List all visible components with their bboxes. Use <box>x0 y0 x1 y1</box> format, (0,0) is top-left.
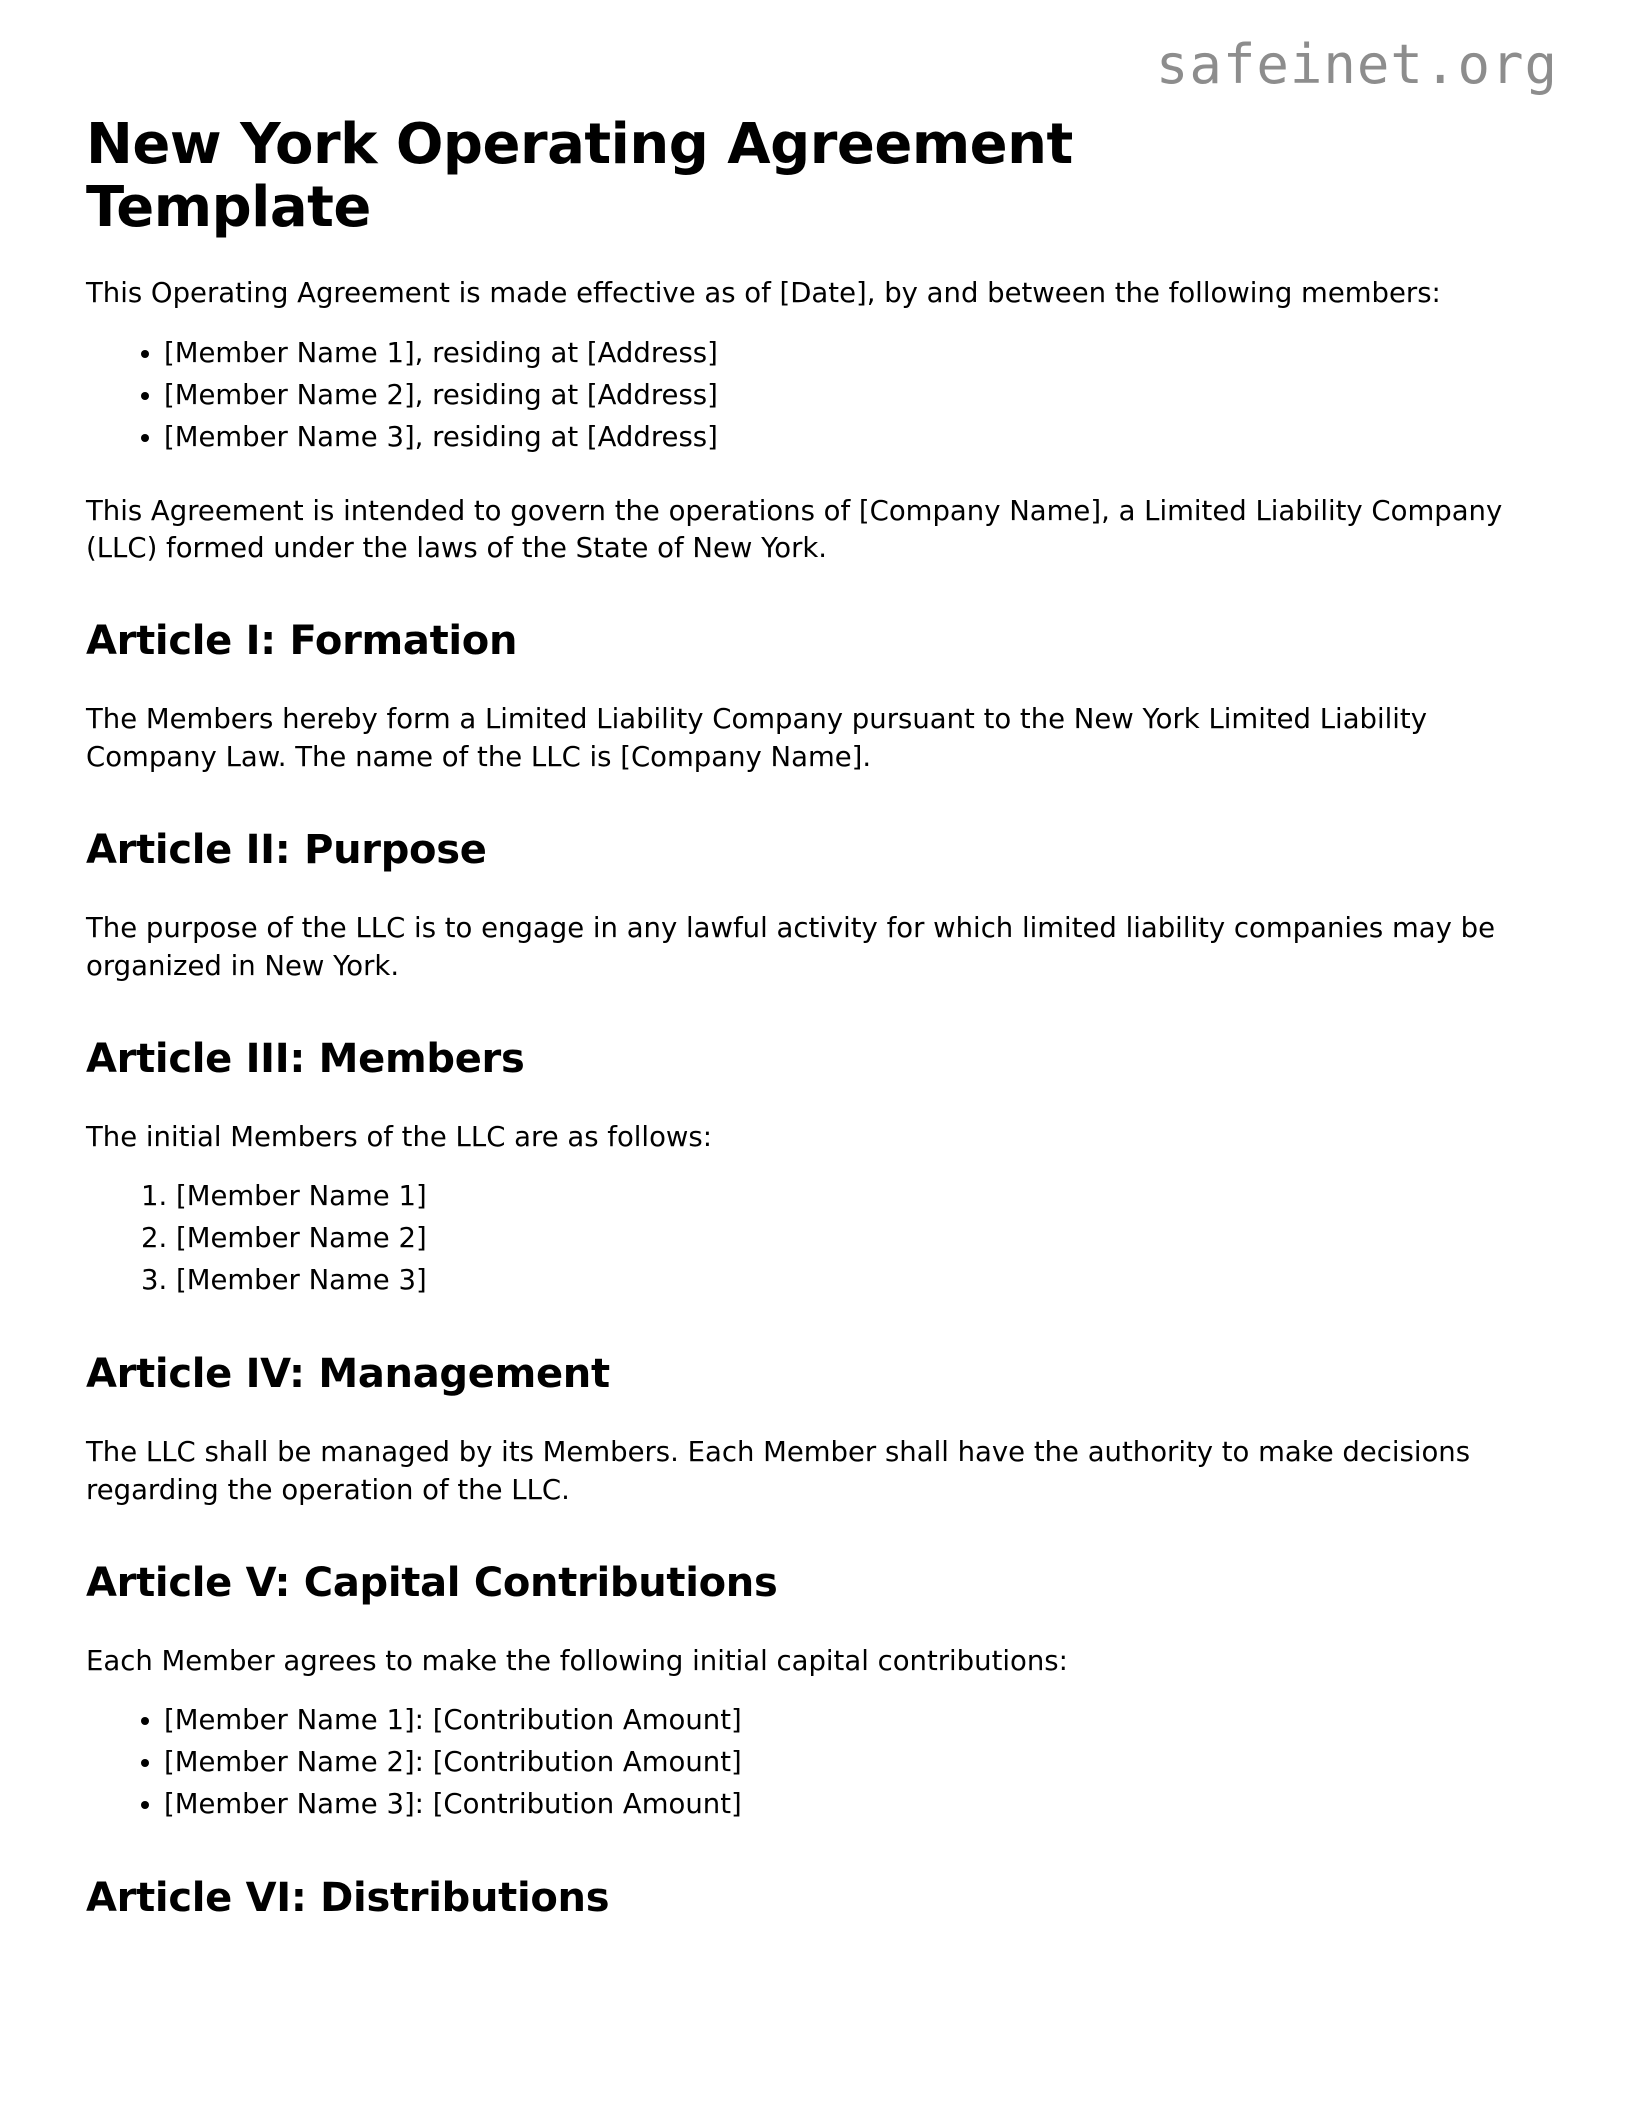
page-title: New York Operating Agreement Template <box>86 112 1073 240</box>
bottom-spacer <box>86 1922 1558 1932</box>
article-body-management: The LLC shall be managed by its Members. Each Member shall have the authority to make decisions regarding the operation of the LLC. <box>86 1436 1471 1506</box>
article-body-capital-contributions: Each Member agrees to make the following initial capital contributions: <box>86 1644 1068 1677</box>
article-heading-distributions: Article VI: Distributions <box>86 1875 610 1922</box>
site-watermark: safeinet.org <box>1155 33 1558 96</box>
article-heading-management: Article IV: Management <box>86 1351 610 1398</box>
list-item: • [Member Name 2], residing at [Address] <box>164 377 1558 415</box>
article-heading-capital-contributions: Article V: Capital Contributions <box>86 1559 778 1606</box>
list-item: 2. [Member Name 2] <box>176 1220 1558 1258</box>
governing-paragraph: This Agreement is intended to govern the operations of [Company Name], a Limited Liability Company (LLC) formed under the laws of the State of New York. <box>86 494 1503 565</box>
intro-members-list <box>86 335 1558 457</box>
list-item: • [Member Name 1]: [Contribution Amount] <box>164 1702 1558 1740</box>
list-item: • [Member Name 1], residing at [Address] <box>164 335 1558 373</box>
article-heading-formation: Article I: Formation <box>86 618 518 665</box>
list-item: • [Member Name 2]: [Contribution Amount] <box>164 1744 1558 1782</box>
article-body-members: The initial Members of the LLC are as follows: <box>86 1120 712 1153</box>
list-item: • [Member Name 3]: [Contribution Amount] <box>164 1786 1558 1824</box>
capital-contributions-list <box>86 1702 1558 1824</box>
article-body-formation: The Members hereby form a Limited Liability Company pursuant to the New York Limited Liability Company Law. The name of the LLC is [Company Name]. <box>86 703 1427 773</box>
article-heading-purpose: Article II: Purpose <box>86 827 487 874</box>
list-item: • [Member Name 3], residing at [Address] <box>164 419 1558 457</box>
list-item: 1. [Member Name 1] <box>176 1178 1558 1216</box>
article-heading-members: Article III: Members <box>86 1035 525 1082</box>
intro-paragraph: This Operating Agreement is made effective as of [Date], by and between the following members: <box>86 277 1441 310</box>
article-body-purpose: The purpose of the LLC is to engage in any lawful activity for which limited liability companies may be organized in New York. <box>86 912 1496 982</box>
members-numbered-list <box>86 1178 1558 1300</box>
list-item: 3. [Member Name 3] <box>176 1262 1558 1300</box>
